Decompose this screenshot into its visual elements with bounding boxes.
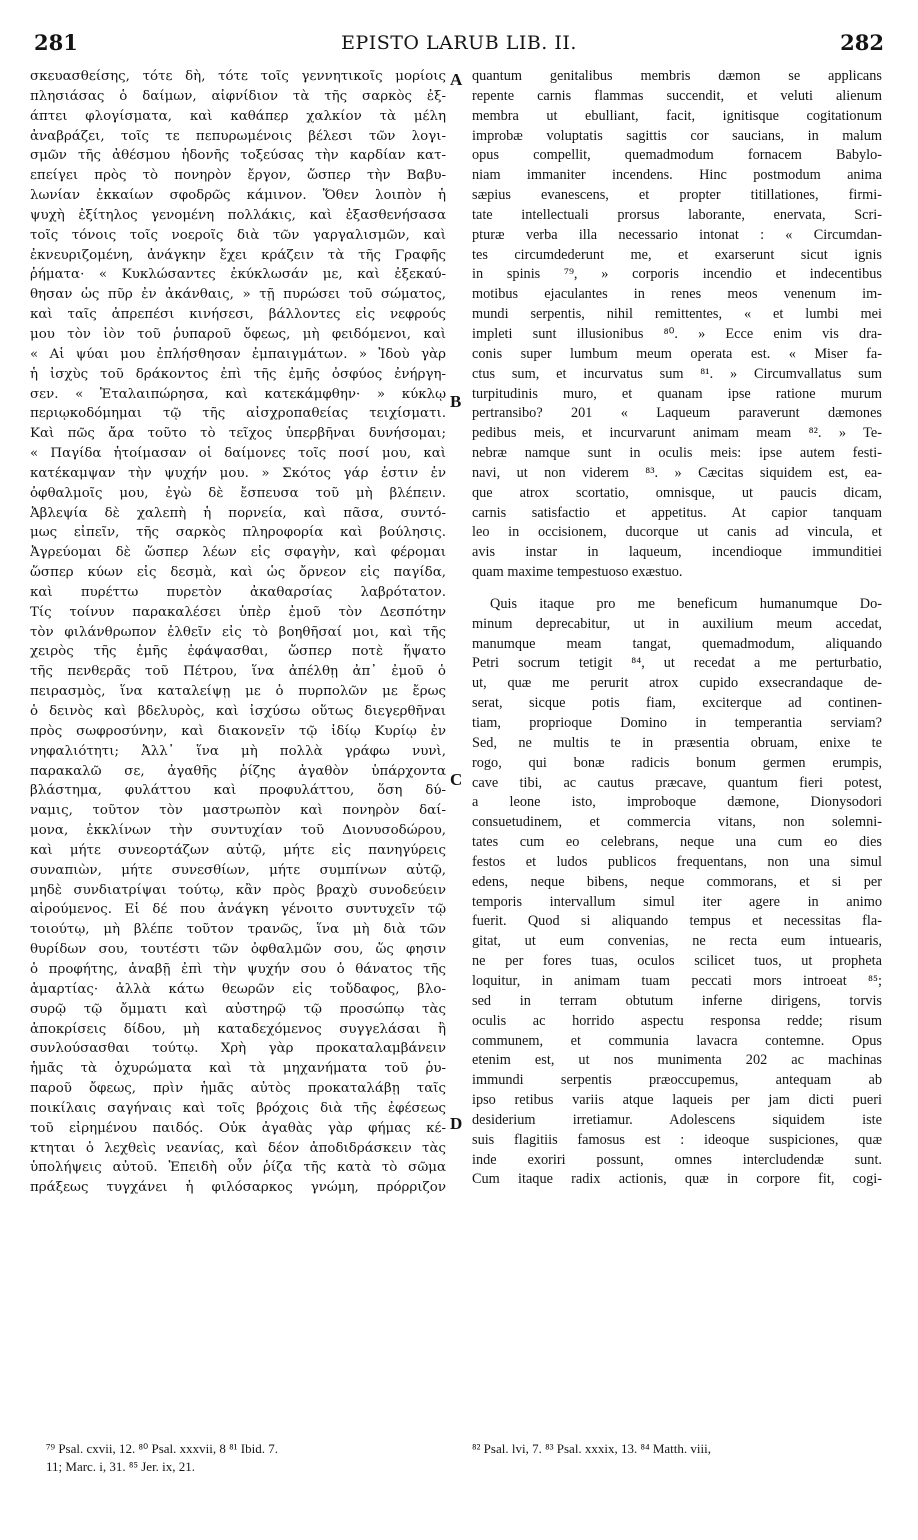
latin-text-line: manumque meam tangat, quemadmodum, aliquando	[472, 635, 882, 652]
latin-text-line: tate intellectuali prorsus laborante, enervata, Scri-	[472, 206, 882, 223]
left-page-number: 281	[34, 30, 78, 55]
greek-text-line: ἐκνευριζομένη, ἀνάγκην ἔχει κράζειν τὰ τῆς Γραφῆς	[30, 247, 446, 263]
latin-text-line: Quis itaque pro me beneficum humanumque Do-	[490, 595, 882, 612]
greek-text-line: συνλούσασθαι τούτῳ. Χρὴ γὰρ προκαταλαμβάνειν	[30, 1041, 446, 1057]
latin-text-line: mundi serpentis, nihil remittentes, « et lumbi mei	[472, 306, 882, 323]
latin-text-line: consuetudinem, et commercia vitans, non solemni-	[472, 814, 882, 831]
margin-letter-d: D	[450, 1114, 463, 1133]
latin-text-line: ne per fores tuas, oculos scilicet tuos, ut propheta	[472, 953, 882, 970]
footnote-line: 11; Marc. i, 31. ⁸⁵ Jer. ix, 21.	[46, 1459, 196, 1474]
greek-text-line: Καὶ πῶς ἄρα τοῦτο τὸ τεῖχος ὑπερβῆναι δυνήσομαι;	[30, 426, 446, 442]
greek-text-line: ποικίλαις σαγήναις καὶ τοῖς βρόχοις διὰ τῆς ἐφέσεως	[30, 1100, 446, 1116]
margin-letter-a: A	[450, 70, 463, 89]
latin-text-line: desiderium irretiamur. Adolescens siquidem iste	[472, 1111, 882, 1128]
greek-text-line: ὥσπερ κύων εἰς δεσμὰ, καὶ ὡς ὄρνεον εἰς παγίδα,	[30, 565, 446, 581]
greek-text-line: πράξεως τυγχάνει ἡ φιλόσαρκος γνώμη, πρόρριζον	[30, 1180, 446, 1196]
greek-text-line: βλάστημα, φυλάττου καὶ προφυλάττου, ὅση δύ-	[30, 783, 446, 799]
greek-text-line: ἀναβράζει, τοῖς τε πεπυρωμένοις βέλεσι τῶν λογι-	[30, 128, 446, 144]
latin-text-line: ut, quæ me perurit atrox cupido exsecrandaque de-	[472, 675, 882, 692]
greek-text-line: ψυχὴ ἐξίτηλος γενομένη πολλάκις, καὶ ἐξασθενήσασα	[30, 207, 446, 223]
greek-text-line: σεν. « Ἐταλαιπώρησα, καὶ κατεκάμφθην· » κύκλῳ	[30, 386, 446, 402]
greek-text-line: μονα, ἐκκλίνων τὴν συντυχίαν τοῦ Διονυσοδώρου,	[30, 823, 446, 839]
greek-text-line: σκευασθείσης, τότε δὴ, τότε τοῖς γεννητικοῖς μορίοις	[30, 69, 446, 84]
latin-column	[472, 67, 882, 1432]
latin-text-line: avis instar in laqueum, incendioque immunditiei	[472, 544, 882, 561]
greek-text-line: συναπιὼν, μήτε συνεσθίων, μήτε συμπίνων αὐτῷ,	[30, 862, 446, 878]
latin-text-line: suis flagitiis famosus est : ideoque suspiciones, quæ	[472, 1131, 882, 1148]
greek-text-line: πειρασμὸς, ἵνα καταλείψῃ με ὁ πυρπολῶν με ἔρως	[30, 684, 446, 700]
right-page-number: 282	[840, 30, 884, 55]
greek-text-line: κτηται ὁ λεχθεὶς νεανίας, καὶ δέον ἀποδιδράσκειν τὰς	[30, 1140, 446, 1156]
running-title: EPISTO LARUB LIB. II.	[341, 32, 577, 54]
greek-text-line: Ἀγρεύομαι δὲ ὥσπερ λέων εἰς σφαγὴν, καὶ φέρομαι	[30, 545, 446, 561]
latin-text-line: opus compellit, quemadmodum fornacem Babylo-	[472, 147, 882, 164]
greek-text-line: επείγει πρὸς τὸ πονηρὸν ἔργον, ὥσπερ τὴν Βαβυ-	[30, 168, 446, 184]
latin-text-line: impleti sunt illusionibus ⁸⁰. » Ecce enim vis dra-	[472, 325, 882, 342]
greek-text-line: μηδὲ συνδιατρίψαι τούτῳ, κἂν πρὸς βραχὺ συνοδεύειν	[30, 882, 446, 898]
latin-text-line: ctus sum, et incurvatus sum ⁸¹. » Circumvallatus sum	[472, 365, 882, 382]
latin-text-line: festos et ludos publicos frequentans, non una simul	[472, 853, 882, 870]
greek-text-line: συρῷ τῷ ὄμματι καὶ αὐστηρῷ τῷ προσώπῳ τὰς	[30, 1001, 446, 1017]
greek-text-line: ναμις, τοῦτον τὸν μαστρωπὸν καὶ πονηρὸν δαί-	[30, 803, 446, 819]
latin-text-line: carnis satisfactio et appetitus. At capior tanquam	[472, 504, 882, 521]
latin-text-line: conis super lumbum meum operata est. « Miser fa-	[472, 345, 882, 362]
greek-text-line: ὀφθαλμοῖς μου, ἐγὼ δὲ ἔσπευσα τοῦ μὴ βλέπειν.	[30, 485, 446, 501]
latin-text-line: pertransibo? 201 « Laqueum paraverunt dæmones	[472, 405, 882, 422]
latin-text-line: pedibus meis, et incurvarunt animam meam ⁸². » Te-	[472, 425, 882, 442]
latin-text-line: immundi serpentis præoccupemus, antequam ab	[472, 1072, 882, 1089]
latin-text-line: membra ut ebulliant, facit, ignitisque cogitationum	[472, 107, 882, 124]
latin-text-line: loquitur, in animam tuam peccati mors introeat ⁸⁵;	[472, 972, 882, 989]
paragraph-gap	[472, 583, 882, 595]
latin-text-line: Sed, ne multis te in præsentia obruam, enixe te	[472, 734, 882, 751]
footnotes-right	[472, 1440, 882, 1458]
greek-text-line: ὑπολήψεις αὐτοῦ. Ἐπειδὴ οὖν ῥίζα τῆς κατὰ τὸ σῶμα	[30, 1160, 446, 1176]
page-header	[26, 30, 892, 64]
footnotes-left	[46, 1440, 446, 1476]
latin-text-line: gitat, ut eum convenias, ne recta eum intuearis,	[472, 933, 882, 950]
margin-letter-b: B	[450, 392, 462, 411]
greek-text-line: « Αἱ ψύαι μου ἐπλήσθησαν ἐμπαιγμάτων. » Ἰδοὺ γὰρ	[30, 346, 446, 362]
greek-text-line: πλησιάσας ὁ δαίμων, αἰφνίδιον τὰ τῆς σαρκὸς ἐξ-	[30, 88, 446, 104]
latin-text-line: sæpius evanescens, et propter titillationes, firmi-	[472, 187, 882, 204]
greek-column	[30, 67, 446, 1432]
margin-letter-c: C	[450, 770, 463, 789]
greek-text-line: καὶ πυρέττω πυρετὸν ἀκαθαρσίας λαβρότατον.	[30, 584, 446, 600]
latin-text-line: fuerit. Quod si aliquando tempus et necessitas fla-	[472, 913, 882, 930]
greek-text-line: παροῦ ὄφεως, πρὶν ἡμᾶς αὐτὸς προκαταλάβῃ ταῖς	[30, 1081, 446, 1097]
latin-text-line: niam immaniter incendens. Hinc postmodum anima	[472, 167, 882, 184]
greek-text-line: τὸν φιλάνθρωπον ἐλθεῖν εἰς τὸ βοηθῆσαί μοι, καὶ τῆς	[30, 624, 446, 640]
latin-text-line: sed in terram obtutum inferne dirigens, torvis	[472, 992, 882, 1009]
latin-text-line: a leone isto, improboque dæmone, Dionysodori	[472, 794, 882, 811]
latin-text-line: serat, sicque potis fiam, exciterque ad continen-	[472, 695, 882, 712]
latin-text-line: inde exoriri possunt, omnes intercludendæ sunt.	[472, 1151, 882, 1168]
latin-text-line: leo in occisionem, ducorque ut canis ad vincula, et	[472, 524, 882, 541]
latin-text-line: tes circumdederunt me, et exarserunt sicut ignis	[472, 246, 882, 263]
latin-text-line: rogo, qui bonæ radicis bonum germen erumpis,	[472, 754, 882, 771]
latin-text-line: Cum itaque radix actionis, quæ in corpore fit, cogi-	[472, 1171, 882, 1188]
greek-text-line: Ἀβλεψία δὲ χαλεπὴ ἡ πορνεία, καὶ πᾶσα, συντό-	[30, 505, 446, 521]
latin-text-line: edens, neque bibens, neque commorans, et si per	[472, 873, 882, 890]
latin-text-line: Petri socrum tetigit ⁸⁴, ut recedat a me perturbatio,	[472, 655, 882, 672]
greek-text-line: τοῖς τόνοις τοῖς νοεροῖς διὰ τῶν γαργαλισμῶν, καὶ	[30, 227, 446, 243]
greek-text-line: παρακαλῶ σε, ἀγαθῆς ῥίζης ἀγαθὸν ὑπάρχοντα	[30, 763, 446, 779]
greek-text-line: τοιούτῳ, μὴ βλέπε τοῦτον τρανῶς, ἵνα μὴ διὰ τῶν	[30, 922, 446, 938]
latin-paragraph-2	[472, 595, 882, 1190]
latin-text-line: cave tibi, ac cautus præcave, quantum fieri potest,	[472, 774, 882, 791]
greek-text-line: ῥήματα· « Κυκλώσαντες ἐκύκλωσάν με, καὶ ἐξεκαύ-	[30, 267, 446, 283]
footnote-line: ⁷⁹ Psal. cxvii, 12. ⁸⁰ Psal. xxxvii, 8 ⁸¹ Ibid. 7.	[46, 1441, 278, 1456]
latin-text-line: repente carnis flammas succendit, et veluti alienum	[472, 87, 882, 104]
latin-text-line: turpitudinis muro, et quanam ipse ratione murum	[472, 385, 882, 402]
footnote-line: ⁸² Psal. lvi, 7. ⁸³ Psal. xxxix, 13. ⁸⁴ Matth. viii,	[472, 1441, 711, 1456]
latin-text-line: nebræ namque sunt in oculis meis: ipse autem festi-	[472, 445, 882, 462]
greek-text-line: τοῦ εἰρημένου παιδός. Οὐκ ἀγαθὰς γὰρ φήμας κέ-	[30, 1120, 446, 1136]
greek-text-line: ὁ προφήτης, ἀναβῇ ἐπὶ τὴν ψυχήν σου ὁ θάνατος τῆς	[30, 961, 446, 977]
greek-text-line: ὁ δεινὸς καὶ βδελυρὸς, καὶ ἰσχύσω οὕτως διεγερθῆναι	[30, 704, 446, 719]
greek-text-line: άπτει φλογίσματα, καὶ καθάπερ χαλκίον τὰ μέλη	[30, 108, 446, 124]
greek-text-line: ἁμαρτίας· ἀλλὰ κάτω θεωρῶν εἰς τοὔδαφος, βλο-	[30, 981, 446, 997]
latin-text-line: tates cum eo celebrans, neque una cum eo dies	[472, 834, 882, 851]
latin-text-line: in spinis ⁷⁹, » corporis incendio et indecentibus	[472, 266, 882, 283]
latin-text-line: navi, ut non viderem ⁸³. » Cæcitas siquidem est, ea-	[472, 464, 882, 481]
greek-text-line: ἀποκρίσεις δίδου, μὴ καταδεχόμενος συγγελάσαι ἢ	[30, 1021, 446, 1037]
greek-text-line: κατέκαμψαν τὴν ψυχήν μου. » Σκότος γάρ ἐστιν ἐν	[30, 465, 446, 481]
greek-text-line: θησαν ὡς πῦρ ἐν ἀκάνθαις, » τῇ πυρώσει τοῦ σώματος,	[30, 287, 446, 303]
greek-text-line: μως εἰπεῖν, τῆς σαρκὸς πληροφορία καὶ βούλησις.	[30, 525, 446, 541]
greek-text-line: θυρίδων σου, τουτέστι τῶν ὀφθαλμῶν σου, ὥς φησιν	[30, 942, 446, 958]
greek-text-line: « Παγίδα ἡτοίμασαν οἱ δαίμονες τοῖς ποσί μου, καὶ	[30, 446, 446, 462]
greek-text-line: τῆς πενθερᾶς τοῦ Πέτρου, ἵνα ἀπέλθῃ ἀπ᾽ ἐμοῦ ὁ	[30, 664, 446, 680]
greek-text-line: μου τὸν ἰὸν τοῦ ῥυπαροῦ ὄφεως, μὴ φειδόμενοι, καὶ	[30, 326, 446, 342]
greek-text-line: νηφαλιότητι; Ἀλλ᾽ ἵνα μὴ πολλὰ γράφω νυνὶ,	[30, 743, 446, 759]
greek-text-line: λωνίαν ἐκκαίων σφοδρῶς κάμινον. Ὅθεν λοιπὸν ἡ	[30, 188, 446, 204]
greek-text-line: περιῳκοδόμημαι τῷ τῆς αἰσχροπαθείας τειχίσματι.	[30, 406, 446, 422]
latin-text-line: temporis intervallum simul iter agere in animo	[472, 893, 882, 910]
latin-text-line: que atrox scortatio, omnisque, ut paucis dicam,	[472, 484, 882, 501]
latin-text-line: oculis ac horrido aspectu responsa redde; risum	[472, 1012, 882, 1029]
greek-text-line: ἡμᾶς τὰ ὀχυρώματα καὶ τὰ μηχανήματα τοῦ ῥυ-	[30, 1061, 446, 1077]
latin-text-line: quam maxime tempestuoso exæstuo.	[472, 564, 683, 581]
latin-text-line: etenim est, ut nos munimenta 202 ac machinas	[472, 1052, 882, 1069]
greek-text-line: χειρὸς τῆς ἐμῆς ἐφάψασθαι, ὥσπερ ποτὲ ἥψατο	[30, 644, 446, 660]
latin-text-line: quantum genitalibus membris dæmon se applicans	[472, 68, 882, 84]
greek-text-line: αἱρούμενος. Εἰ δέ που ἀνάγκη γένοιτο συντυχεῖν τῷ	[30, 902, 446, 918]
greek-text-line: καὶ μήτε συνεορτάζων αὐτῷ, μήτε εἰς πανηγύρεις	[30, 842, 446, 858]
greek-text-line: ἡ ἰσχὺς τοῦ δράκοντος ἐπὶ τῆς ἐμῆς ὀσφύος ἐνήργη-	[30, 366, 446, 382]
latin-text-line: improbæ voluptatis sagittis cor saucians, in malum	[472, 127, 882, 144]
latin-text-line: communem, et communia lavacra contemne. Opus	[472, 1032, 882, 1049]
latin-text-line: tiam, proprioque Domino in temperantia serviam?	[472, 715, 882, 731]
latin-text-line: minum deprecabitur, ut in auxilium meum accedat,	[472, 615, 882, 632]
greek-text-line: πρὸς σωφροσύνην, καὶ διακονεῖν τῷ ἰδίῳ Κυρίῳ ἐν	[30, 723, 446, 739]
latin-text-line: ipso retibus variis atque laqueis per jam dicti pueri	[472, 1092, 882, 1109]
greek-text-line: σμῶν τῆς ἀθέσμου ἡδονῆς τοξεύσας τὴν καρδίαν κατ-	[30, 148, 446, 164]
greek-text-line: καὶ ταῖς ἀπρεπέσι κινήσεσι, βάλλοντες εἰς νεφρούς	[30, 307, 446, 323]
greek-text-line: Τίς τοίνυν παρακαλέσει ὑπὲρ ἐμοῦ τὸν Δεσπότην	[30, 604, 446, 620]
latin-paragraph-1	[472, 67, 882, 583]
latin-text-line: motibus ejaculantes in renes meos venenum im-	[472, 286, 882, 303]
latin-text-line: pturæ verba illa necessario intonat : « Circumdan-	[472, 226, 882, 243]
